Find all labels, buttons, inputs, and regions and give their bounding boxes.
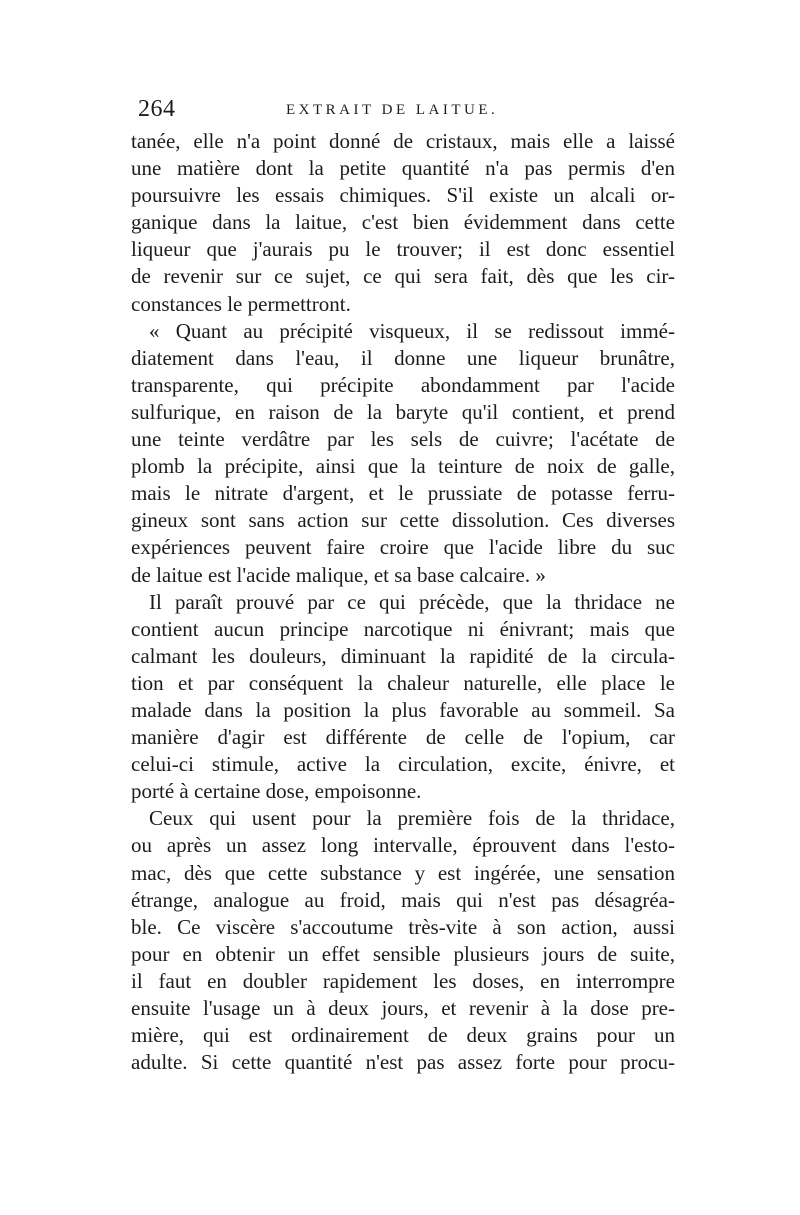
text-line: tanée, elle n'a point donné de cristaux, mais elle a laissé [131, 129, 675, 153]
text-line: adulte. Si cette quantité n'est pas assez forte pour procu- [131, 1050, 675, 1075]
text-line: Il paraît prouvé par ce qui précède, que la thridace ne [149, 589, 675, 614]
text-line: liqueur que j'aurais pu le trouver; il est donc essentiel [131, 237, 675, 262]
text-line: mac, dès que cette substance y est ingérée, une sensation [131, 860, 675, 885]
text-line: poursuivre les essais chimiques. S'il existe un alcali or- [131, 183, 675, 208]
text-line: il faut en doubler rapidement les doses, en interrompre [131, 968, 675, 993]
text-line: étrange, analogue au froid, mais qui n'est pas désagréa- [131, 887, 675, 912]
text-line: contient aucun principe narcotique ni énivrant; mais que [131, 616, 675, 641]
body-text [131, 128, 675, 1076]
text-line: ble. Ce viscère s'accoutume très-vite à son action, aussi [131, 914, 675, 939]
text-line: celui-ci stimule, active la circulation, excite, énivre, et [131, 752, 675, 777]
text-line: de revenir sur ce sujet, ce qui sera fait, dès que les cir- [131, 264, 675, 289]
text-line: expériences peuvent faire croire que l'acide libre du suc [131, 535, 675, 560]
page-header [138, 96, 668, 126]
text-line: « Quant au précipité visqueux, il se redissout immé- [149, 318, 675, 343]
text-line: une matière dont la petite quantité n'a pas permis d'en [131, 156, 675, 181]
text-line: diatement dans l'eau, il donne une liqueur brunâtre, [131, 345, 675, 370]
text-line: transparente, qui précipite abondamment par l'acide [131, 372, 675, 397]
running-head: EXTRAIT DE LAITUE. [286, 102, 499, 118]
text-line: mais le nitrate d'argent, et le prussiate de potasse ferru- [131, 481, 675, 506]
text-line: une teinte verdâtre par les sels de cuivre; l'acétate de [131, 427, 675, 452]
text-line: ensuite l'usage un à deux jours, et revenir à la dose pre- [131, 996, 675, 1020]
text-line: constances le permettront. [131, 291, 351, 316]
text-line: pour en obtenir un effet sensible plusieurs jours de suite, [131, 941, 675, 966]
page-number: 264 [138, 96, 176, 122]
text-line: ganique dans la laitue, c'est bien évidemment dans cette [131, 210, 675, 235]
text-line: calmant les douleurs, diminuant la rapidité de la circula- [131, 643, 675, 668]
text-line: sulfurique, en raison de la baryte qu'il contient, et prend [131, 399, 675, 424]
text-line: plomb la précipite, ainsi que la teinture de noix de galle, [131, 454, 675, 479]
text-line: manière d'agir est différente de celle de l'opium, car [131, 725, 675, 750]
text-line: porté à certaine dose, empoisonne. [131, 779, 422, 804]
text-line: tion et par conséquent la chaleur naturelle, elle place le [131, 670, 675, 695]
text-line: de laitue est l'acide malique, et sa base calcaire. » [131, 562, 546, 587]
text-line: gineux sont sans action sur cette dissolution. Ces diverses [131, 508, 675, 533]
text-line: Ceux qui usent pour la première fois de la thridace, [149, 806, 675, 831]
text-line: malade dans la position la plus favorable au sommeil. Sa [131, 697, 675, 722]
text-line: ou après un assez long intervalle, éprouvent dans l'esto- [131, 833, 675, 858]
text-line: mière, qui est ordinairement de deux grains pour un [131, 1023, 675, 1048]
